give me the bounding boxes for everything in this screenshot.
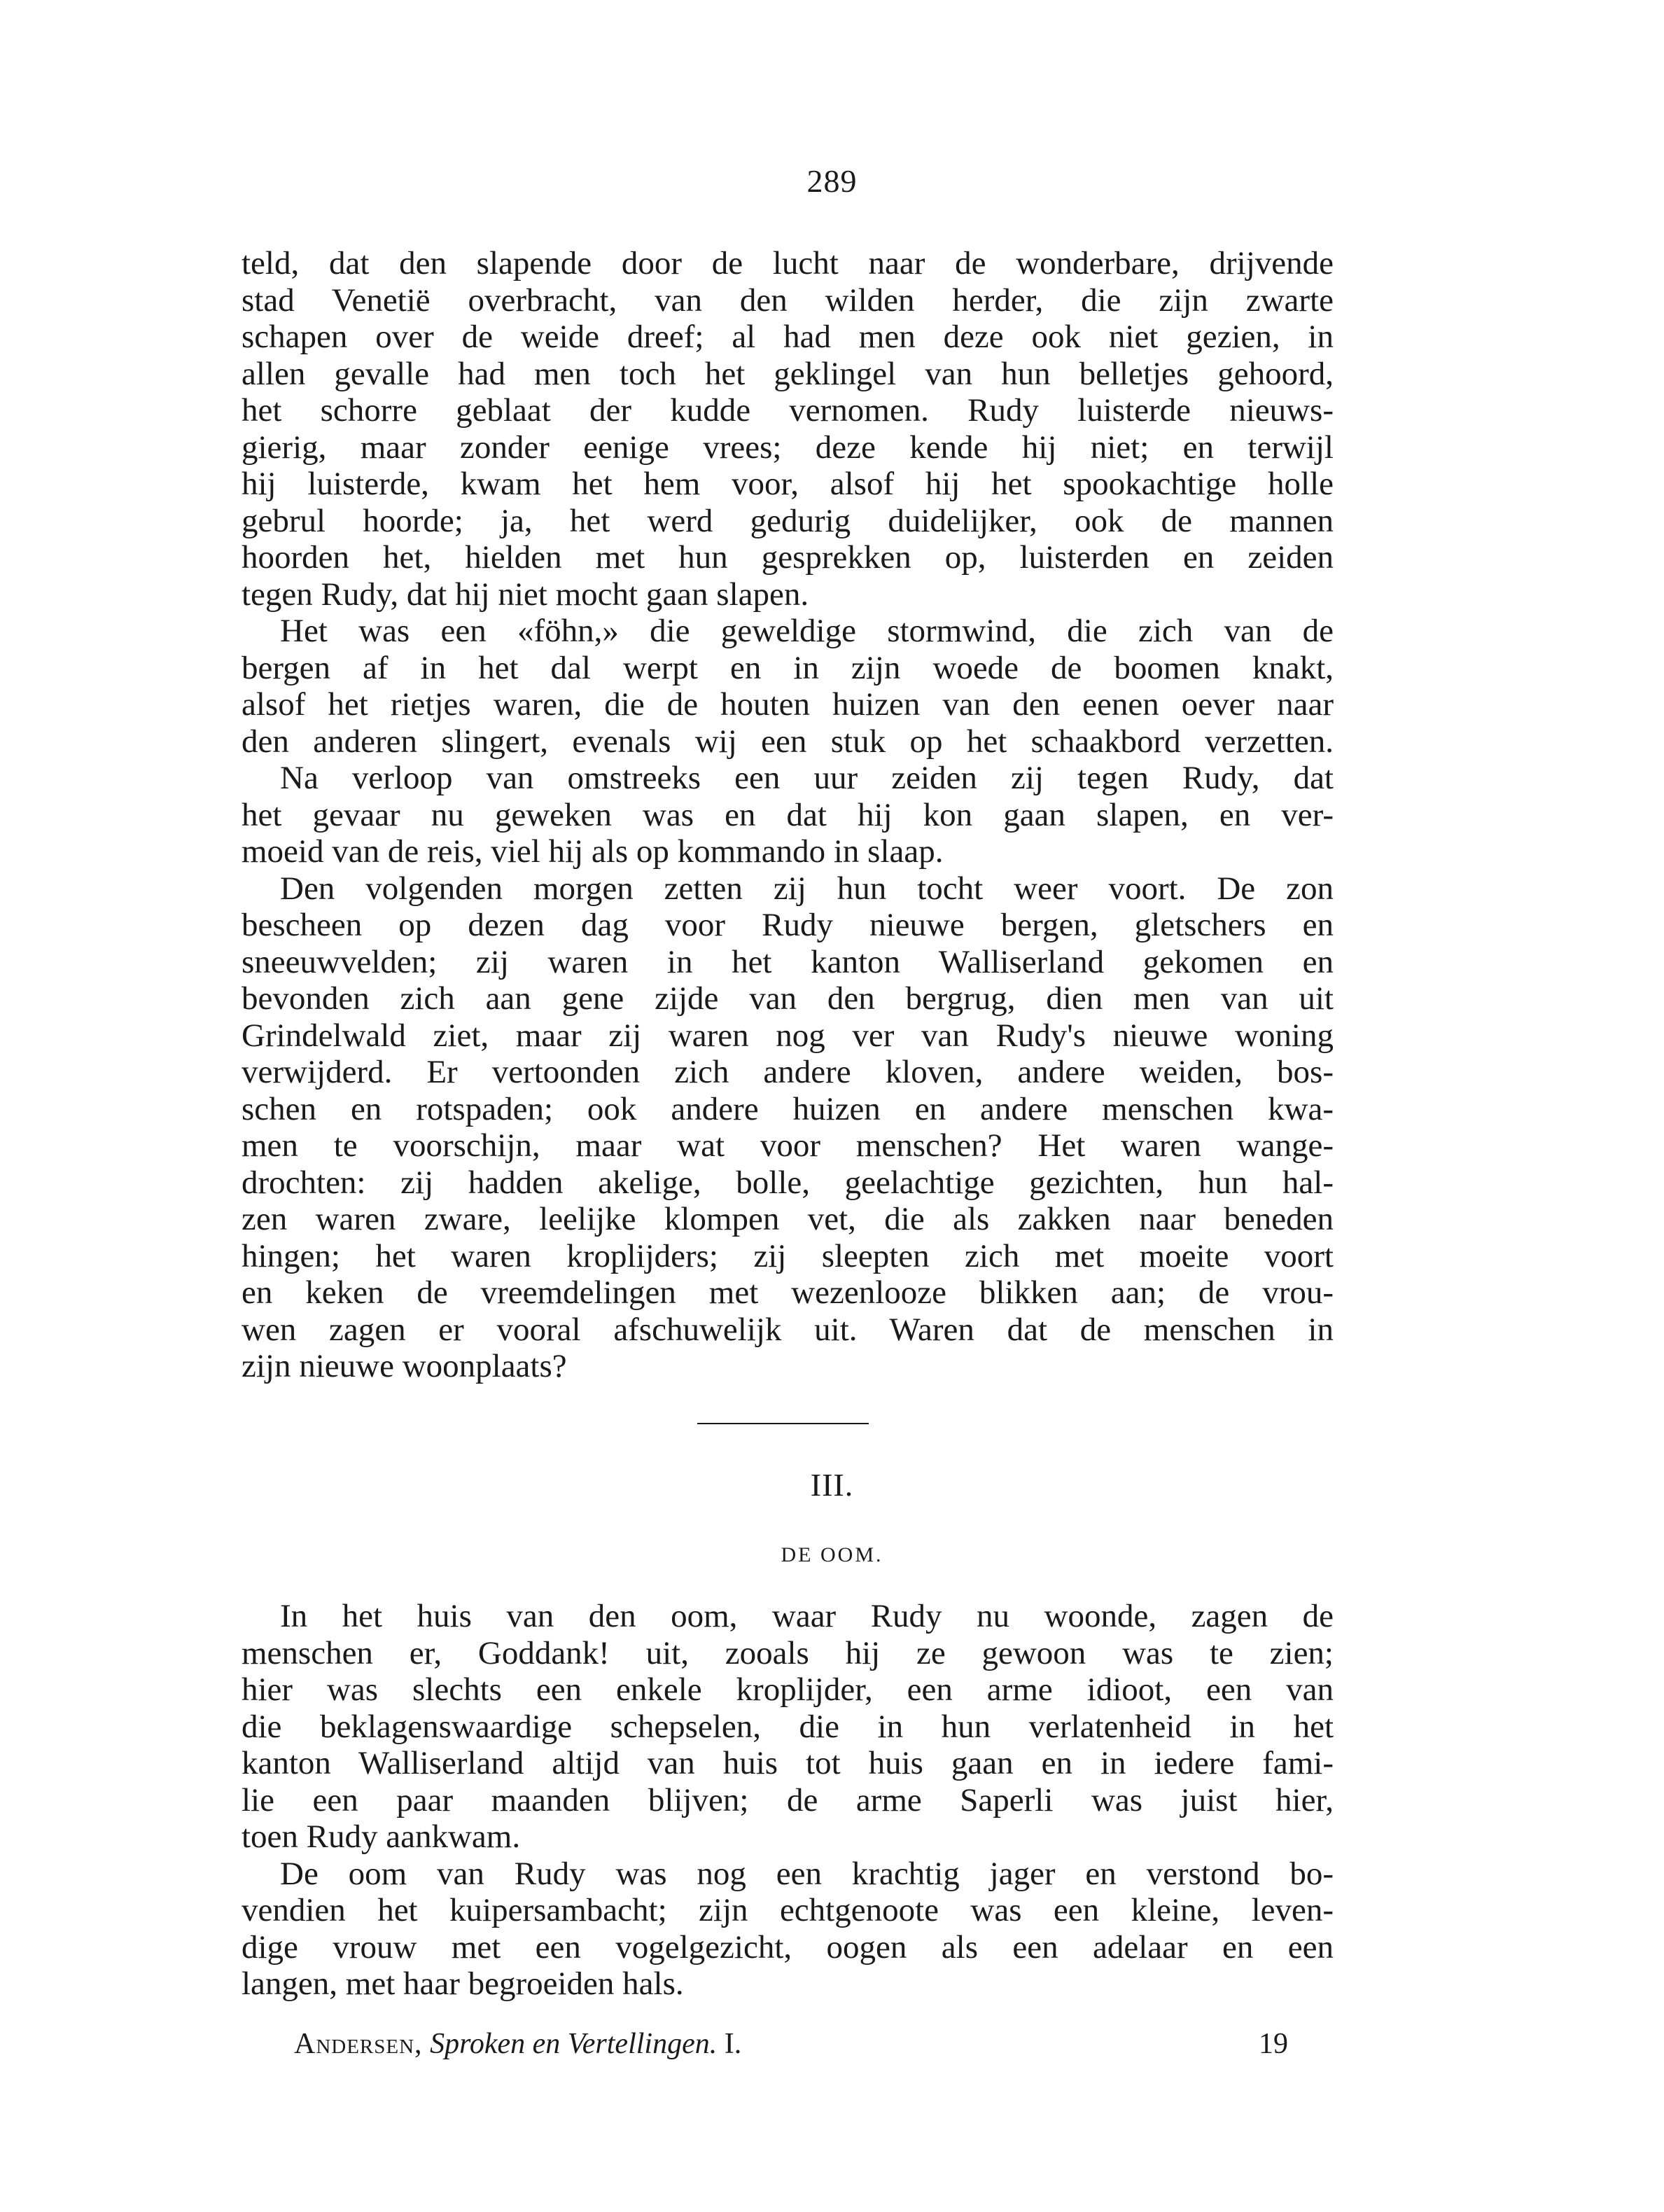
text-line: drochten: zij hadden akelige, bolle, geelachtige gezichten, hun hal- [242, 1164, 1334, 1201]
text-line: bergen af in het dal werpt en in zijn woede de boomen knakt, [242, 649, 1334, 686]
text-line: moeid van de reis, viel hij als op kommando in slaap. [242, 833, 944, 870]
text-line: hij luisterde, kwam het hem voor, alsof hij het spookachtige holle [242, 466, 1334, 502]
text-line: lie een paar maanden blijven; de arme Saperli was juist hier, [242, 1781, 1334, 1818]
text-line: bescheen op dezen dag voor Rudy nieuwe bergen, gletschers en [242, 907, 1334, 943]
text-line: teld, dat den slapende door de lucht naar de wonderbare, drijvende [242, 245, 1334, 281]
text-line: schapen over de weide dreef; al had men deze ook niet gezien, in [242, 319, 1334, 355]
section-divider [697, 1423, 869, 1424]
footer-author: Andersen, [294, 2028, 423, 2060]
text-line: In het huis van den oom, waar Rudy nu woonde, zagen de [280, 1598, 1334, 1634]
text-line: hoorden het, hielden met hun gesprekken op, luisterden en zeiden [242, 539, 1334, 576]
text-line: hingen; het waren kroplijders; zij sleepten zich met moeite voort [242, 1237, 1334, 1274]
text-line: langen, met haar begroeiden hals. [242, 1966, 684, 2002]
text-line: Grindelwald ziet, maar zij waren nog ver van Rudy's nieuwe woning [242, 1017, 1334, 1054]
paragraph-3 [242, 760, 1334, 870]
footer-title: Sproken en Vertellingen. [430, 2028, 718, 2060]
text-line: kanton Walliserland altijd van huis tot huis gaan en in iedere fami- [242, 1745, 1334, 1781]
text-line: gierig, maar zonder eenige vrees; deze kende hij niet; en terwijl [242, 429, 1334, 466]
chapter-title: DE OOM. [781, 1543, 883, 1566]
text-line: wen zagen er vooral afschuwelijk uit. Waren dat de menschen in [242, 1311, 1334, 1348]
text-line: vendien het kuipersambacht; zijn echtgenoote was een kleine, leven- [242, 1892, 1334, 1928]
text-line: stad Venetië overbracht, van den wilden herder, die zijn zwarte [242, 281, 1334, 319]
page-number: 289 [806, 163, 858, 199]
text-line: sneeuwvelden; zij waren in het kanton Walliserland gekomen en [242, 943, 1334, 980]
text-line: dige vrouw met een vogelgezicht, oogen als een adelaar en een [242, 1928, 1334, 1966]
text-line: De oom van Rudy was nog een krachtig jager en verstond bo- [280, 1855, 1334, 1892]
text-line: Het was een «föhn,» die geweldige stormwind, die zich van de [280, 613, 1334, 649]
paragraph-4 [242, 870, 1334, 1385]
chapter-number: III. [810, 1467, 854, 1503]
page-footer [294, 2027, 1288, 2061]
text-line: tegen Rudy, dat hij niet mocht gaan slapen. [242, 576, 809, 613]
text-line: gebrul hoorde; ja, het werd gedurig duidelijker, ook de mannen [242, 502, 1334, 539]
text-line: hier was slechts een enkele kroplijder, een arme idioot, een van [242, 1671, 1334, 1708]
footer-citation [294, 2027, 741, 2061]
text-line: Den volgenden morgen zetten zij hun tocht weer voort. De zon [280, 870, 1334, 907]
text-line: Na verloop van omstreeks een uur zeiden zij tegen Rudy, dat [280, 760, 1334, 796]
text-line: menschen er, Goddank! uit, zooals hij ze gewoon was te zien; [242, 1634, 1334, 1671]
text-line: het gevaar nu geweken was en dat hij kon gaan slapen, en ver- [242, 796, 1334, 833]
footer-signature: 19 [1259, 2028, 1288, 2060]
text-line: toen Rudy aankwam. [242, 1818, 521, 1855]
text-line: het schorre geblaat der kudde vernomen. Rudy luisterde nieuws- [242, 392, 1334, 429]
paragraph-6 [242, 1856, 1334, 2003]
footer-volume: I. [724, 2028, 742, 2060]
text-section-1 [242, 245, 1334, 1385]
text-line: die beklagenswaardige schepselen, die in hun verlatenheid in het [242, 1708, 1334, 1745]
text-line: alsof het rietjes waren, die de houten huizen van den eenen oever naar [242, 686, 1334, 723]
text-line: zijn nieuwe woonplaats? [242, 1348, 567, 1384]
text-line: bevonden zich aan gene zijde van den bergrug, dien men van uit [242, 980, 1334, 1017]
text-line: allen gevalle had men toch het geklingel van hun belletjes gehoord, [242, 355, 1334, 392]
text-line: en keken de vreemdelingen met wezenlooze blikken aan; de vrou- [242, 1274, 1334, 1311]
text-section-2 [242, 1598, 1334, 2003]
text-line: schen en rotspaden; ook andere huizen en andere menschen kwa- [242, 1090, 1334, 1127]
text-line: men te voorschijn, maar wat voor menschen? Het waren wange- [242, 1127, 1334, 1164]
paragraph-1 [242, 245, 1334, 613]
paragraph-2 [242, 613, 1334, 760]
text-line: zen waren zware, leelijke klompen vet, die als zakken naar beneden [242, 1201, 1334, 1237]
paragraph-5 [242, 1598, 1334, 1856]
text-line: verwijderd. Er vertoonden zich andere kloven, andere weiden, bos- [242, 1054, 1334, 1090]
text-line: den anderen slingert, evenals wij een stuk op het schaakbord verzetten. [242, 723, 1334, 760]
